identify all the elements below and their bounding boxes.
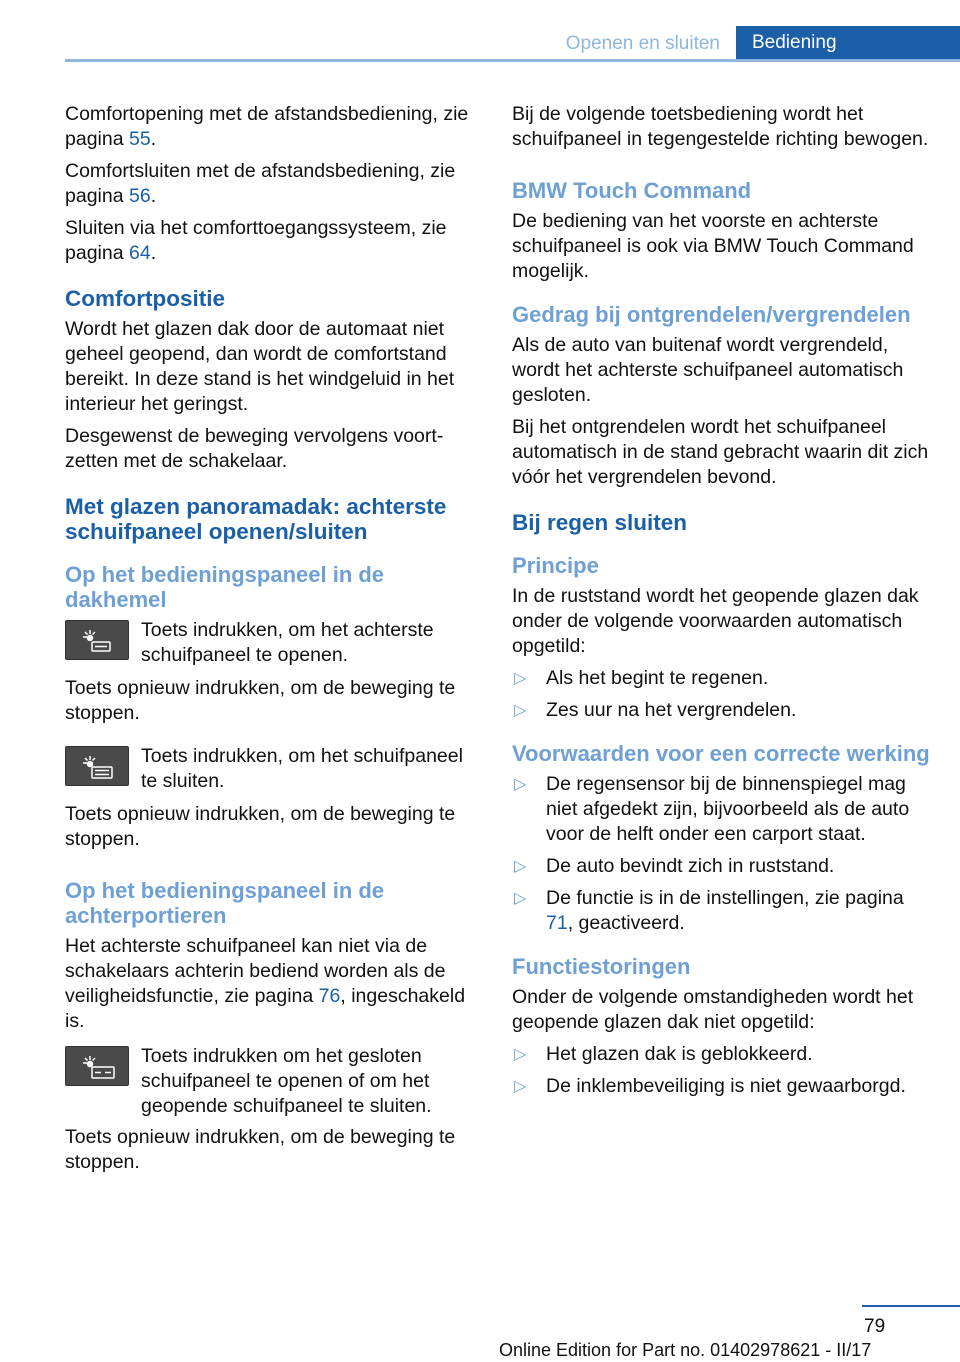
list-item: ▷ De inklembeveiliging is niet gewaarborgd. bbox=[514, 1075, 906, 1097]
footer-edition: Online Edition for Part no. 01402978621 - II/17 bbox=[499, 1340, 872, 1360]
left-column bbox=[65, 102, 483, 1182]
storingen-list bbox=[512, 1042, 932, 1099]
bullet-icon: ▷ bbox=[514, 858, 527, 875]
rear-sunroof-open-button-icon bbox=[65, 620, 129, 660]
subheading-voorwaarden: Voorwaarden voor een correcte werking bbox=[512, 741, 930, 766]
paragraph: Desgewenst de beweging vervolgens voortzetten met de schakelaar. bbox=[65, 425, 444, 472]
paragraph: Comfortsluiten met de afstandsbediening, zie pagina 56. bbox=[65, 160, 456, 207]
bullet-icon: ▷ bbox=[514, 1078, 527, 1095]
page-link[interactable]: 64 bbox=[128, 242, 151, 264]
rear-sunroof-close-button-icon bbox=[65, 746, 129, 786]
list-item: ▷ Het glazen dak is geblokkeerd. bbox=[514, 1043, 813, 1065]
paragraph: Bij de volgende toetsbediening wordt het schuifpaneel in tegengestelde richting bewogen. bbox=[512, 103, 929, 150]
paragraph: Bij het ontgrendelen wordt het schuifpaneel automatisch in de stand gebracht waarin dit zich vóór het vergrendelen bevond. bbox=[512, 416, 929, 488]
header-chapter-tab: Bediening bbox=[736, 26, 960, 62]
page-link[interactable]: 71 bbox=[546, 912, 568, 934]
voorwaarden-list bbox=[512, 772, 932, 936]
subheading-dakhemel: Op het bedieningspaneel in de dakhemel bbox=[65, 562, 385, 612]
subheading-achterportieren: Op het bedieningspaneel in de achterportieren bbox=[65, 878, 385, 928]
paragraph: In de ruststand wordt het geopende glazen dak onder de volgende voorwaarden automatisch opgetild: bbox=[512, 585, 919, 657]
list-item: ▷ De regensensor bij de binnenspiegel mag niet afgedekt zijn, bijvoorbeeld als de auto voor de helft onder een carport staat. bbox=[514, 773, 910, 845]
button-instruction-close: Toets indrukken, om het schuifpaneel te sluiten. bbox=[65, 744, 483, 796]
bullet-icon: ▷ bbox=[514, 776, 527, 793]
subheading-principe: Principe bbox=[512, 553, 599, 578]
subheading-functiestoringen: Functiestoringen bbox=[512, 954, 691, 979]
header-section-title: Openen en sluiten bbox=[565, 33, 720, 54]
button-instruction-rear: Toets indrukken om het gesloten schuifpaneel te openen of om het geopende schuifpaneel te sluiten. bbox=[65, 1044, 483, 1119]
list-item: ▷ De auto bevindt zich in ruststand. bbox=[514, 855, 835, 877]
paragraph: Sluiten via het comforttoegangssysteem, zie pagina 64. bbox=[65, 217, 447, 264]
bullet-icon: ▷ bbox=[514, 890, 527, 907]
paragraph: Het achterste schuifpaneel kan niet via de schakelaars achterin bediend worden als de veiligheidsfunctie, zie pagina 76, ingeschakeld is. bbox=[65, 935, 466, 1032]
paragraph: Toets opnieuw indrukken, om de beweging te stoppen. bbox=[65, 677, 456, 724]
paragraph: De bediening van het voorste en achterste schuifpaneel is ook via BMW Touch Command mogelijk. bbox=[512, 210, 914, 282]
page-link[interactable]: 56 bbox=[128, 185, 151, 207]
rear-door-sunroof-button-icon bbox=[65, 1046, 129, 1086]
bullet-icon: ▷ bbox=[514, 702, 527, 719]
list-item: ▷ De functie is in de instellingen, zie pagina 71, geactiveerd. bbox=[514, 887, 904, 934]
paragraph: Onder de volgende omstandigheden wordt het geopende glazen dak niet opgetild: bbox=[512, 986, 914, 1033]
page-link[interactable]: 76 bbox=[318, 985, 341, 1007]
heading-panoramadak: Met glazen panoramadak: achterste schuifpaneel openen/sluiten bbox=[65, 494, 447, 544]
subheading-touch-command: BMW Touch Command bbox=[512, 178, 752, 203]
list-item: ▷ Zes uur na het vergrendelen. bbox=[514, 699, 797, 721]
heading-regen-sluiten: Bij regen sluiten bbox=[512, 510, 688, 535]
paragraph: Als de auto van buitenaf wordt vergrendeld, wordt het achterste schuifpaneel automatisch gesloten. bbox=[512, 334, 904, 406]
list-item: ▷ Als het begint te regenen. bbox=[514, 667, 769, 689]
paragraph: Comfortopening met de afstandsbediening, zie pagina 55. bbox=[65, 103, 469, 150]
bullet-icon: ▷ bbox=[514, 670, 527, 687]
paragraph: Toets opnieuw indrukken, om de beweging te stoppen. bbox=[65, 1126, 456, 1173]
heading-comfortpositie: Comfortpositie bbox=[65, 286, 225, 311]
subheading-gedrag: Gedrag bij ontgrendelen/vergrendelen bbox=[512, 302, 911, 327]
right-column bbox=[512, 102, 932, 1107]
button-instruction-open: Toets indrukken, om het achterste schuifpaneel te openen. bbox=[65, 618, 483, 670]
header-rule bbox=[65, 59, 960, 62]
principe-list bbox=[512, 666, 932, 723]
bullet-icon: ▷ bbox=[514, 1046, 527, 1063]
page-number: 79 bbox=[864, 1316, 886, 1337]
paragraph: Wordt het glazen dak door de automaat niet geheel geopend, dan wordt de comfortstand bereikt. In deze stand is het windgeluid in het interieur het geringst. bbox=[65, 318, 455, 415]
paragraph: Toets opnieuw indrukken, om de beweging te stoppen. bbox=[65, 803, 456, 850]
page-link[interactable]: 55 bbox=[128, 128, 151, 150]
page-header bbox=[65, 26, 960, 62]
footer-rule bbox=[862, 1305, 960, 1307]
